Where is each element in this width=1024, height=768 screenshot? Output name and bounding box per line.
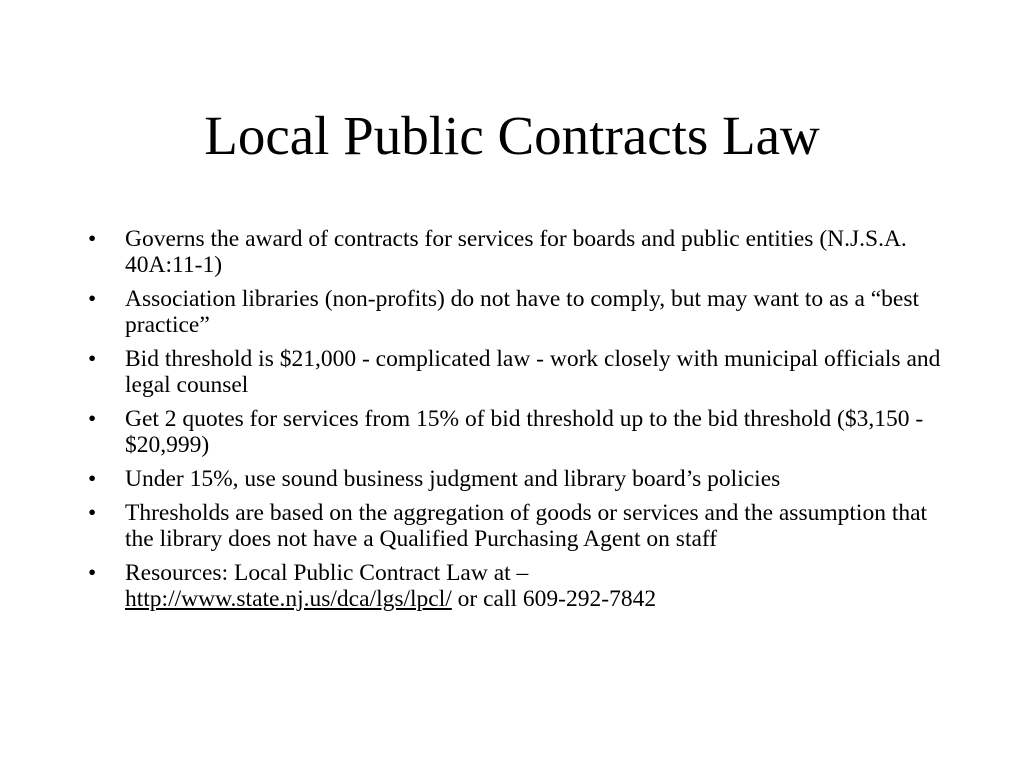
bullet-item-under-15-percent (88, 466, 948, 492)
bullet-icon: • (88, 560, 97, 586)
phone-text: or call 609-292-7842 (451, 586, 657, 612)
bullet-item-resources (88, 560, 948, 612)
bullet-text: Association libraries (non-profits) do not have to comply, but may want to as a “best practice” (125, 286, 920, 338)
bullet-item-bid-threshold (88, 346, 948, 398)
bullet-icon: • (88, 286, 97, 312)
bullet-text: Under 15%, use sound business judgment and library board’s policies (125, 466, 781, 492)
bullet-list (88, 226, 948, 620)
bullet-item-quotes (88, 406, 948, 458)
bullet-text: Thresholds are based on the aggregation of goods or services and the assumption that the library does not have a Qualified Purchasing Agent on staff (125, 500, 928, 552)
bullet-icon: • (88, 226, 97, 252)
bullet-item-association-libraries (88, 286, 948, 338)
lpcl-website-link[interactable]: http://www.state.nj.us/dca/lgs/lpcl/ (125, 586, 452, 612)
bullet-text: Get 2 quotes for services from 15% of bid threshold up to the bid threshold ($3,150 - $20,999) (125, 406, 924, 458)
bullet-icon: • (88, 406, 97, 432)
slide-title: Local Public Contracts Law (204, 105, 820, 166)
bullet-text: Resources: Local Public Contract Law at – (125, 560, 529, 586)
bullet-icon: • (88, 466, 97, 492)
bullet-icon: • (88, 346, 97, 372)
bullet-item-aggregation (88, 500, 948, 552)
bullet-text: Governs the award of contracts for services for boards and public entities (N.J.S.A. 40A:11-1) (125, 226, 907, 278)
bullet-icon: • (88, 500, 97, 526)
bullet-item-award-of-contracts (88, 226, 948, 278)
bullet-text: Bid threshold is $21,000 - complicated law - work closely with municipal officials and legal counsel (125, 346, 941, 398)
